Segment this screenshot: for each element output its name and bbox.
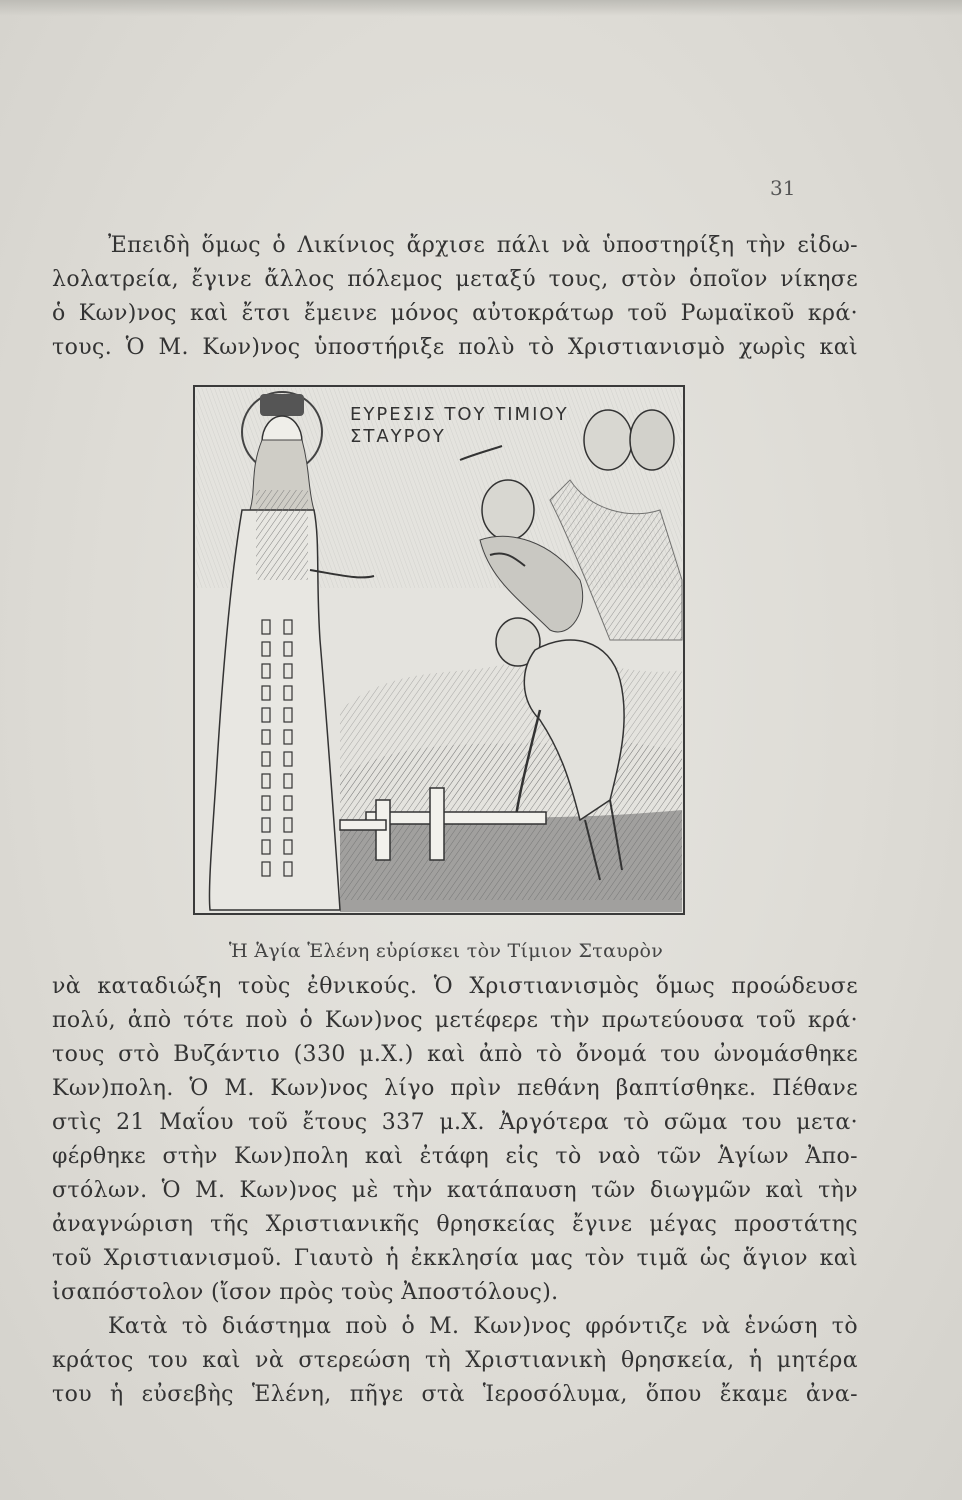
text-line: Κων)πολη. Ὁ Μ. Κων)νος λίγο πρὶν πεθάνη βαπτίσθηκε. Πέθανε xyxy=(52,1076,858,1101)
text-line: πολύ, ἀπὸ τότε ποὺ ὁ Κων)νος μετέφερε τὴν πρωτεύουσα τοῦ κρά· xyxy=(52,1008,858,1033)
paragraph-2 xyxy=(52,970,858,1310)
text-line: λολατρεία, ἔγινε ἄλλος πόλεμος μεταξύ τους, στὸν ὁποῖον νίκησε xyxy=(52,267,858,292)
engraving-illustration xyxy=(190,380,688,920)
page-edge-shadow xyxy=(0,0,962,16)
text-line: κράτος του καὶ νὰ στερεώση τὴ Χριστιανικὴ θρησκεία, ἡ μητέρα xyxy=(52,1348,858,1373)
engraving-saint-helena-finding-cross xyxy=(190,380,688,920)
text-line: ἀναγνώριση τῆς Χριστιανικῆς θρησκείας ἔγινε μέγας προστάτης xyxy=(52,1212,858,1237)
text-line: στόλων. Ὁ Μ. Κων)νος μὲ τὴν κατάπαυση τῶν διωγμῶν καὶ τὴν xyxy=(52,1178,858,1203)
paragraph-3 xyxy=(52,1310,858,1412)
text-line: του ἡ εὐσεβὴς Ἑλένη, πῆγε στὰ Ἱεροσόλυμα, ὅπου ἔκαμε ἀνα- xyxy=(52,1382,858,1407)
text-line: Ἐπειδὴ ὅμως ὁ Λικίνιος ἄρχισε πάλι νὰ ὑποστηρίξη τὴν εἰδω- xyxy=(108,233,858,258)
paragraph-1 xyxy=(52,229,858,365)
text-line: τους στὸ Βυζάντιο (330 μ.Χ.) καὶ ἀπὸ τὸ ὄνομά του ὠνομάσθηκε xyxy=(52,1042,858,1067)
page-number: 31 xyxy=(770,176,796,200)
text-line: φέρθηκε στὴν Κων)πολη καὶ ἐτάφη εἰς τὸ ναὸ τῶν Ἁγίων Ἀπο- xyxy=(52,1144,858,1169)
engraving-inscription-line-2: ΣΤΑΥΡΟΥ xyxy=(350,426,446,447)
text-line: Κατὰ τὸ διάστημα ποὺ ὁ Μ. Κων)νος φρόντιζε νὰ ἑνώση τὸ xyxy=(108,1314,858,1339)
text-line: στὶς 21 Μαΐου τοῦ ἔτους 337 μ.Χ. Ἀργότερα τὸ σῶμα του μετα· xyxy=(52,1110,858,1135)
figure-caption: Ἡ Ἁγία Ἑλένη εὑρίσκει τὸν Τίμιον Σταυρὸν xyxy=(228,940,664,962)
text-line: τους. Ὁ Μ. Κων)νος ὑποστήριξε πολὺ τὸ Χριστιανισμὸ χωρὶς καὶ xyxy=(52,335,858,360)
text-line: ὁ Κων)νος καὶ ἔτσι ἔμεινε μόνος αὐτοκράτωρ τοῦ Ρωμαϊκοῦ κρά· xyxy=(52,301,858,326)
text-line: νὰ καταδιώξη τοὺς ἐθνικούς. Ὁ Χριστιανισμὸς ὅμως προώδευσε xyxy=(52,974,858,999)
engraving-inscription-line-1: ΕΥΡΕΣΙΣ ΤΟΥ ΤΙΜΙΟΥ xyxy=(350,404,569,425)
text-line: ἰσαπόστολον (ἴσον πρὸς τοὺς Ἀποστόλους). xyxy=(52,1280,559,1305)
text-line: τοῦ Χριστιανισμοῦ. Γιαυτὸ ἡ ἐκκλησία μας τὸν τιμᾶ ὡς ἅγιον καὶ xyxy=(52,1246,858,1271)
